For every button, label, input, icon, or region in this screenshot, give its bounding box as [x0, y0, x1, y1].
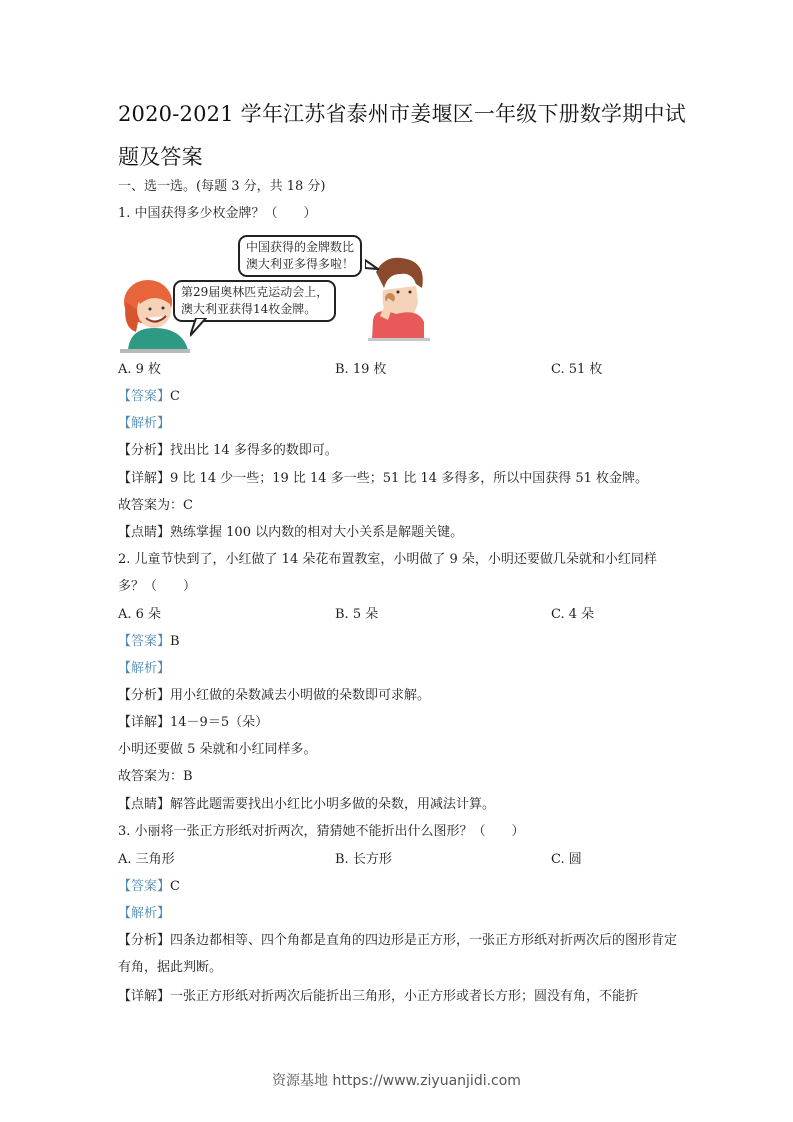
footer-watermark: 资源基地 https://www.ziyuanjidi.com: [272, 1073, 521, 1089]
analysis-label: 【解析】: [118, 661, 171, 676]
fenxi-text: 用小红做的朵数减去小明做的朵数即可求解。: [170, 688, 431, 703]
question-3-analysis-label: [118, 905, 170, 923]
question-2-conclusion: 故答案为：B: [118, 769, 193, 784]
question-1-conclusion: 故答案为：C: [118, 498, 193, 513]
question-1-illustration: [118, 232, 438, 354]
boy-bubble-tail-icon: [365, 258, 379, 272]
detail-label: 【详解】: [118, 715, 171, 730]
question-1-stem: 1. 中国获得多少枚金牌？（ ）: [118, 206, 317, 221]
question-1-dianjing: [118, 524, 463, 542]
question-3-stem: 3. 小丽将一张正方形纸对折两次，猜猜她不能折出什么图形？（ ）: [118, 824, 525, 839]
question-2-detail: [118, 714, 268, 732]
dianjing-label: 【点睛】: [118, 525, 171, 540]
question-3-answer: [118, 878, 180, 896]
answer-value: B: [170, 634, 180, 649]
fenxi-text: 四条边都相等、四个角都是直角的四边形是正方形，一张正方形纸对折两次后的图形肯定有角，据此判断。: [118, 933, 678, 975]
fenxi-label: 【分析】: [118, 443, 171, 458]
dianjing-label: 【点睛】: [118, 797, 171, 812]
answer-label: 【答案】: [118, 634, 171, 649]
question-1-fenxi: [118, 442, 338, 460]
question-3-detail: [118, 988, 638, 1006]
question-1-answer: [118, 388, 180, 406]
question-2-analysis-label: [118, 660, 170, 678]
question-3-option-a: A. 三角形: [118, 852, 175, 867]
detail-text: 一张正方形纸对折两次后能折出三角形，小正方形或者长方形；圆没有角，不能折: [170, 989, 639, 1004]
question-2-option-a: A. 6 朵: [118, 607, 162, 622]
question-2-option-b: B. 5 朵: [335, 607, 379, 622]
girl-speech-bubble: [173, 280, 336, 322]
question-2-detail-line-2: 小明还要做 5 朵就和小红同样多。: [118, 742, 317, 757]
boy-speech-line-1: 中国获得的金牌数比: [246, 240, 355, 254]
answer-value: C: [170, 879, 180, 894]
question-3-option-b: B. 长方形: [335, 852, 392, 867]
question-1-option-c: C. 51 枚: [551, 362, 603, 377]
detail-text: 9 比 14 少一些；19 比 14 多一些；51 比 14 多得多，所以中国获得 51 枚金牌。: [170, 471, 648, 486]
question-1-analysis-label: [118, 415, 170, 433]
detail-text: 14－9＝5（朵）: [170, 715, 269, 730]
answer-value: C: [170, 389, 180, 404]
section-heading: 一、选一选。(每题 3 分，共 18 分): [118, 179, 326, 194]
detail-label: 【详解】: [118, 989, 171, 1004]
question-2-fenxi: [118, 687, 430, 705]
question-2-option-c: C. 4 朵: [551, 607, 595, 622]
fenxi-text: 找出比 14 多得多的数即可。: [170, 443, 338, 458]
question-3-option-c: C. 圆: [551, 852, 582, 867]
girl-bubble-tail-icon: [190, 318, 208, 338]
girl-speech-line-1: 第29届奥林匹克运动会上，: [181, 285, 329, 299]
girl-speech-line-2: 澳大利亚获得14枚金牌。: [181, 302, 317, 316]
fenxi-label: 【分析】: [118, 688, 171, 703]
question-2-dianjing: [118, 796, 495, 814]
dianjing-text: 解答此题需要找出小红比小明多做的朵数，用减法计算。: [170, 797, 496, 812]
answer-label: 【答案】: [118, 879, 171, 894]
question-1-option-a: A. 9 枚: [118, 362, 162, 377]
analysis-label: 【解析】: [118, 416, 171, 431]
question-2-answer: [118, 633, 180, 651]
analysis-label: 【解析】: [118, 906, 171, 921]
fenxi-label: 【分析】: [118, 933, 171, 948]
detail-label: 【详解】: [118, 471, 171, 486]
document-title: 2020-2021 学年江苏省泰州市姜堰区一年级下册数学期中试题及答案: [118, 102, 686, 169]
dianjing-text: 熟练掌握 100 以内数的相对大小关系是解题关键。: [170, 525, 464, 540]
boy-speech-bubble: [238, 235, 362, 277]
question-1-detail: [118, 470, 648, 488]
answer-label: 【答案】: [118, 389, 171, 404]
boy-speech-line-2: 澳大利亚多得多啦！: [246, 257, 355, 271]
question-1-option-b: B. 19 枚: [335, 362, 387, 377]
question-3-fenxi: [118, 927, 680, 981]
question-2-stem: 2. 儿童节快到了，小红做了 14 朵花布置教室，小明做了 9 朵，小明还要做几朵就和小红同样多？（ ）: [118, 552, 657, 594]
